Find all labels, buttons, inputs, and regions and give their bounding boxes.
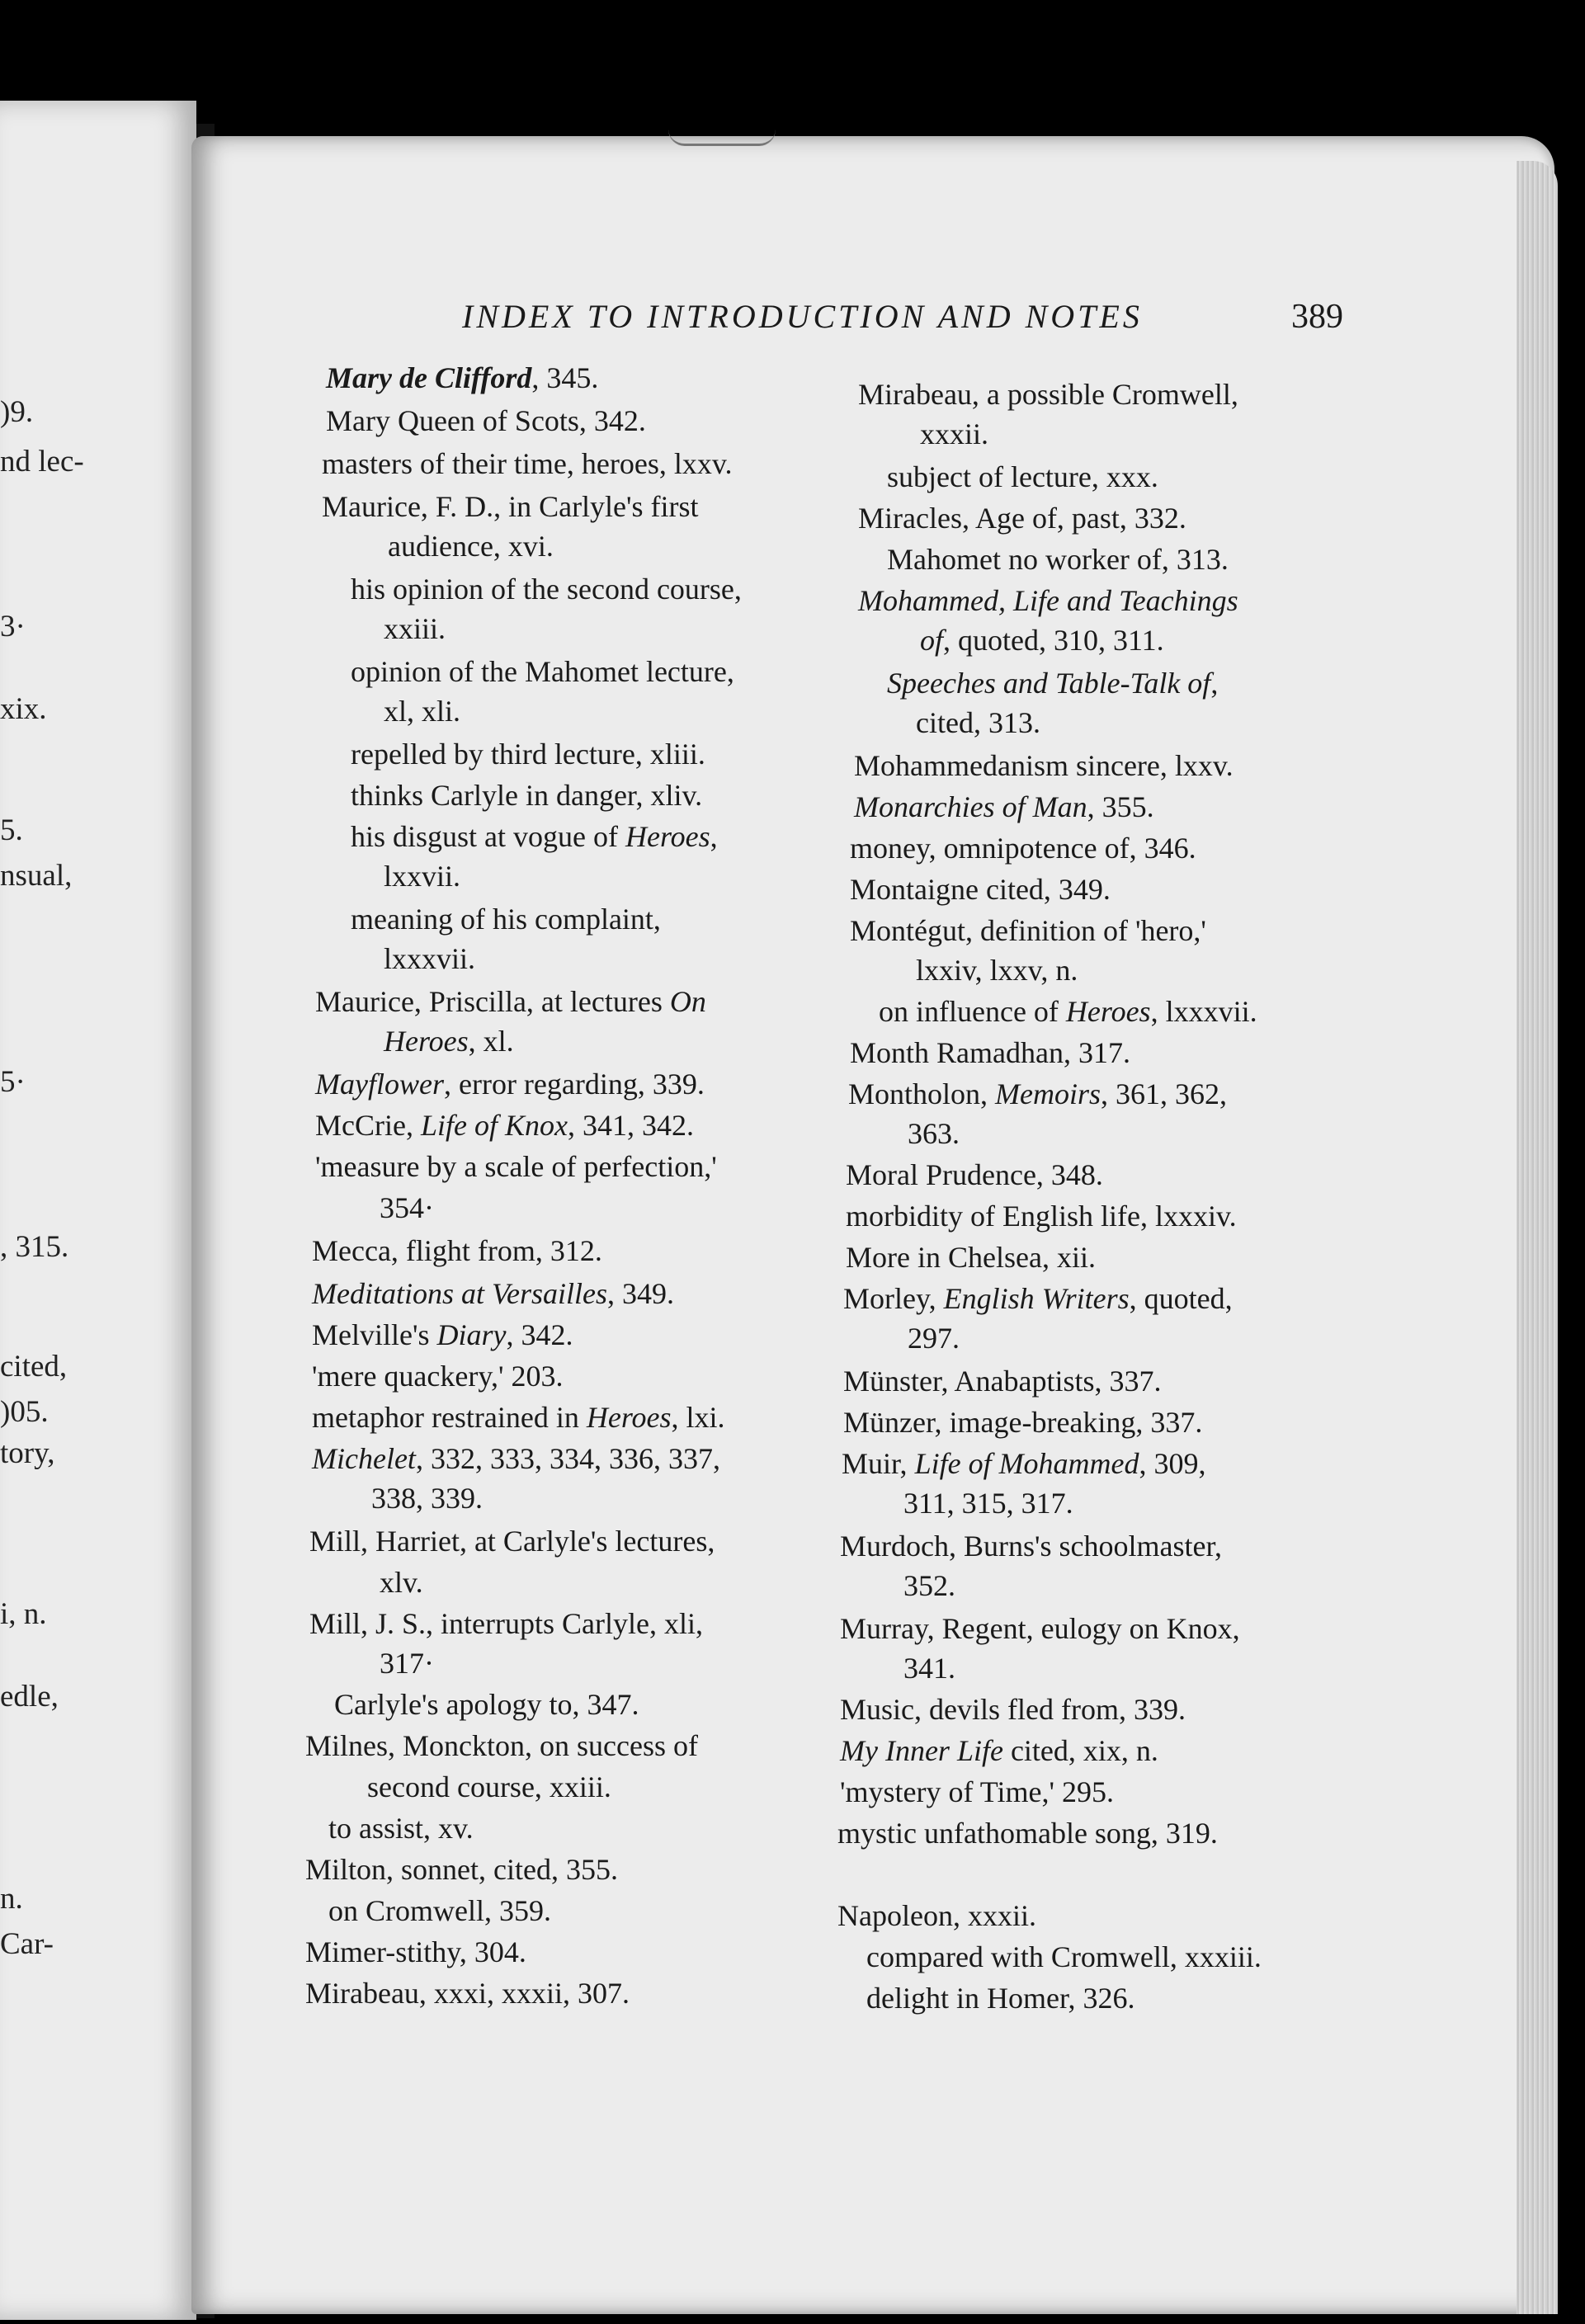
index-entry bbox=[305, 1937, 526, 1967]
index-entry bbox=[322, 492, 699, 521]
index-entry-text: 352. bbox=[903, 1569, 955, 1602]
index-entry-text: Heroes bbox=[625, 820, 710, 853]
index-entry-text: Mayflower bbox=[315, 1068, 444, 1101]
index-entry bbox=[879, 997, 1257, 1026]
index-entry-text: repelled by third lecture, xliii. bbox=[351, 738, 705, 771]
index-entry bbox=[908, 1119, 960, 1148]
previous-page-line: edle, bbox=[0, 1680, 59, 1714]
index-entry bbox=[312, 1320, 573, 1350]
index-entry-text: 338, 339. bbox=[371, 1482, 483, 1515]
index-entry-text: , 361, 362, bbox=[1101, 1077, 1228, 1110]
index-entry-text: cited, xix, n. bbox=[1002, 1734, 1158, 1767]
index-entry bbox=[371, 1483, 483, 1513]
index-entry bbox=[837, 1901, 1036, 1930]
index-entry bbox=[312, 1361, 564, 1391]
index-entry bbox=[309, 1609, 703, 1638]
index-entry bbox=[840, 1777, 1114, 1807]
index-entry bbox=[846, 1201, 1237, 1231]
index-entry bbox=[312, 1279, 674, 1308]
index-entry-text: Moral Prudence, 348. bbox=[846, 1158, 1103, 1191]
index-entry-text: Monarchies of Man bbox=[854, 790, 1087, 823]
index-entry bbox=[305, 1855, 618, 1884]
index-entry-text: Münster, Anabaptists, 337. bbox=[843, 1365, 1162, 1398]
index-entry-text: , lxi. bbox=[671, 1401, 725, 1434]
index-entry-text: Music, devils fled from, 339. bbox=[840, 1693, 1186, 1726]
index-entry-text: Murray, Regent, eulogy on Knox, bbox=[840, 1612, 1240, 1645]
index-entry bbox=[843, 1284, 1233, 1313]
index-entry-text: 317· bbox=[380, 1647, 434, 1680]
index-entry bbox=[887, 462, 1158, 492]
index-entry bbox=[840, 1736, 1158, 1765]
index-entry-text: , bbox=[1210, 667, 1219, 700]
previous-page-line: tory, bbox=[0, 1436, 55, 1470]
index-entry bbox=[305, 1731, 698, 1761]
index-entry-text: Mill, Harriet, at Carlyle's lectures, bbox=[309, 1525, 715, 1558]
index-entry bbox=[903, 1571, 955, 1600]
index-entry bbox=[312, 1402, 725, 1432]
index-entry bbox=[388, 531, 554, 561]
index-entry-text: Life of Mohammed bbox=[914, 1447, 1139, 1480]
index-entry bbox=[315, 1069, 705, 1099]
index-entry bbox=[351, 739, 705, 769]
index-entry bbox=[326, 363, 598, 393]
index-entry-text: compared with Cromwell, xxxiii. bbox=[866, 1940, 1262, 1973]
index-entry bbox=[858, 586, 1238, 615]
index-entry-text: Heroes bbox=[1065, 995, 1151, 1028]
index-entry-text: 'measure by a scale of perfection,' bbox=[315, 1150, 717, 1183]
index-entry-text: 297. bbox=[908, 1322, 960, 1355]
index-entry-text: second course, xxiii. bbox=[367, 1770, 611, 1803]
index-entry bbox=[351, 574, 742, 604]
index-entry-text: on Cromwell, 359. bbox=[328, 1894, 551, 1927]
index-entry bbox=[920, 419, 988, 449]
index-entry-text: Mirabeau, a possible Cromwell, bbox=[858, 378, 1238, 411]
index-entry-text: Montégut, definition of 'hero,' bbox=[850, 914, 1206, 947]
index-entry bbox=[334, 1690, 639, 1719]
index-entry-text: , error regarding, 339. bbox=[443, 1068, 705, 1101]
index-entry-text: Mary Queen of Scots, 342. bbox=[326, 404, 646, 437]
index-entry-text: , 341, 342. bbox=[567, 1109, 694, 1142]
index-entry-text: morbidity of English life, lxxxiv. bbox=[846, 1200, 1237, 1233]
index-entry-text: Meditations at Versailles bbox=[312, 1277, 607, 1310]
index-entry bbox=[384, 614, 446, 643]
index-entry bbox=[850, 833, 1196, 863]
previous-page-line: 3· bbox=[0, 610, 26, 643]
index-entry-text: Carlyle's apology to, 347. bbox=[334, 1688, 639, 1721]
index-entry bbox=[328, 1896, 551, 1926]
index-entry-text: Montholon, bbox=[848, 1077, 996, 1110]
index-entry-text: lxxiv, lxxv, n. bbox=[916, 954, 1078, 987]
index-entry-text: lxxvii. bbox=[384, 860, 461, 893]
index-entry-text: his opinion of the second course, bbox=[351, 573, 742, 606]
index-entry-text: opinion of the Mahomet lecture, bbox=[351, 655, 734, 688]
index-entry-text: Mahomet no worker of, 313. bbox=[887, 543, 1229, 576]
previous-page-line: )9. bbox=[0, 395, 34, 429]
index-entry-text: , bbox=[710, 820, 718, 853]
index-entry bbox=[380, 1567, 423, 1597]
index-entry bbox=[858, 503, 1186, 533]
index-entry-text: , 355. bbox=[1087, 790, 1154, 823]
index-entry bbox=[854, 792, 1154, 822]
index-entry bbox=[380, 1193, 434, 1223]
index-entry-text: Memoirs bbox=[995, 1077, 1101, 1110]
index-entry bbox=[312, 1444, 720, 1473]
index-entry-text: , 349. bbox=[606, 1277, 674, 1310]
previous-page-line: cited, bbox=[0, 1350, 68, 1384]
index-entry-text: , quoted, 310, 311. bbox=[943, 624, 1164, 657]
index-entry bbox=[903, 1488, 1073, 1518]
index-entry bbox=[305, 1978, 630, 2008]
index-entry-text: thinks Carlyle in danger, xliv. bbox=[351, 779, 703, 812]
index-entry-text: Mohammed, Life and Teachings bbox=[858, 584, 1238, 617]
index-entry-text: xxxii. bbox=[920, 417, 989, 450]
index-entry-text: , 332, 333, 334, 336, 337, bbox=[415, 1442, 720, 1475]
index-entry-text: , 345. bbox=[531, 361, 599, 394]
index-entry bbox=[903, 1653, 955, 1683]
previous-page-line: Car- bbox=[0, 1927, 54, 1961]
index-entry-text: subject of lecture, xxx. bbox=[887, 460, 1158, 493]
index-entry bbox=[843, 1407, 1202, 1437]
previous-page-line: 5· bbox=[0, 1065, 26, 1099]
index-entry bbox=[380, 1648, 434, 1678]
index-entry-text: Melville's bbox=[312, 1318, 437, 1351]
index-entry-text: Milton, sonnet, cited, 355. bbox=[305, 1853, 618, 1886]
index-entry-text: Miracles, Age of, past, 332. bbox=[858, 502, 1186, 535]
index-entry-text: English Writers bbox=[943, 1282, 1130, 1315]
previous-page-line: 5. bbox=[0, 813, 23, 847]
index-entry-text: Münzer, image-breaking, 337. bbox=[843, 1406, 1203, 1439]
index-entry-text: , xl. bbox=[468, 1025, 514, 1058]
index-entry-text: masters of their time, heroes, lxxv. bbox=[322, 447, 733, 480]
index-entry-text: Heroes bbox=[586, 1401, 672, 1434]
previous-page-fragment bbox=[0, 101, 196, 2320]
index-entry-text: Muir, bbox=[842, 1447, 915, 1480]
index-entry bbox=[367, 1772, 611, 1802]
index-entry-text: Mohammedanism sincere, lxxv. bbox=[854, 749, 1234, 782]
index-entry-text: McCrie, bbox=[315, 1109, 421, 1142]
index-entry-text: Mimer-stithy, 304. bbox=[305, 1935, 526, 1968]
index-entry-text: Mill, J. S., interrupts Carlyle, xli, bbox=[309, 1607, 703, 1640]
previous-page-line: nd lec- bbox=[0, 445, 84, 478]
index-entry-text: , quoted, bbox=[1129, 1282, 1233, 1315]
index-entry bbox=[866, 1942, 1262, 1972]
index-entry bbox=[908, 1323, 960, 1353]
index-entry bbox=[351, 657, 734, 686]
index-entry-text: Heroes bbox=[384, 1025, 469, 1058]
index-entry-text: More in Chelsea, xii. bbox=[846, 1241, 1096, 1274]
index-entry bbox=[328, 1813, 474, 1843]
index-entry bbox=[850, 916, 1206, 945]
index-entry-text: his disgust at vogue of bbox=[351, 820, 625, 853]
index-entry bbox=[848, 1079, 1227, 1109]
index-entry bbox=[384, 861, 460, 891]
index-entry-text: Maurice, Priscilla, at lectures bbox=[315, 985, 670, 1018]
index-entry-text: xlv. bbox=[380, 1566, 423, 1599]
index-entry-text: Michelet bbox=[312, 1442, 416, 1475]
index-entry-text: Month Ramadhan, 317. bbox=[850, 1036, 1130, 1069]
index-entry bbox=[916, 955, 1078, 985]
index-entry bbox=[840, 1531, 1222, 1561]
index-entry-text: on influence of bbox=[879, 995, 1066, 1028]
index-entry-text: Speeches and Table-Talk of bbox=[887, 667, 1211, 700]
page-edges bbox=[1517, 161, 1558, 2314]
index-entry-text: Maurice, F. D., in Carlyle's first bbox=[322, 490, 699, 523]
index-entry bbox=[843, 1366, 1162, 1396]
index-entry bbox=[850, 874, 1111, 904]
index-entry bbox=[322, 449, 733, 478]
index-entry-text: 363. bbox=[908, 1117, 960, 1150]
index-entry bbox=[854, 751, 1234, 780]
index-entry-text: My Inner Life bbox=[840, 1734, 1003, 1767]
index-entry-text: , 342. bbox=[506, 1318, 573, 1351]
index-entry bbox=[309, 1526, 715, 1556]
index-entry-text: 'mystery of Time,' 295. bbox=[840, 1775, 1114, 1808]
index-entry-text: Montaigne cited, 349. bbox=[850, 873, 1111, 906]
index-entry bbox=[858, 379, 1238, 409]
index-entry-text: 341. bbox=[903, 1652, 955, 1685]
index-entry bbox=[315, 987, 706, 1016]
index-entry-text: delight in Homer, 326. bbox=[866, 1982, 1135, 2015]
index-entry-text: Mecca, flight from, 312. bbox=[312, 1234, 602, 1267]
index-entry-text: meaning of his complaint, bbox=[351, 903, 661, 936]
index-entry-text: money, omnipotence of, 346. bbox=[850, 832, 1196, 865]
index-entry-text: Diary bbox=[436, 1318, 507, 1351]
index-entry bbox=[312, 1236, 602, 1266]
index-entry bbox=[887, 544, 1229, 574]
index-entry bbox=[384, 944, 475, 973]
index-entry-text: lxxxvii. bbox=[384, 942, 476, 975]
index-entry-text: Mirabeau, xxxi, xxxii, 307. bbox=[305, 1977, 630, 2010]
index-entry-text: 354· bbox=[380, 1191, 434, 1224]
index-entry bbox=[837, 1818, 1218, 1848]
index-entry bbox=[846, 1242, 1096, 1272]
previous-page-line: i, n. bbox=[0, 1597, 47, 1631]
index-entry-text: xxiii. bbox=[384, 612, 446, 645]
index-entry-text: , lxxxvii. bbox=[1150, 995, 1257, 1028]
index-entry bbox=[916, 708, 1040, 738]
previous-page-line: n. bbox=[0, 1882, 23, 1916]
index-entry-text: Murdoch, Burns's schoolmaster, bbox=[840, 1530, 1222, 1563]
index-entry bbox=[887, 668, 1218, 698]
index-entry-text: On bbox=[669, 985, 706, 1018]
index-entry-text: Life of Knox bbox=[420, 1109, 568, 1142]
index-entry-text: 'mere quackery,' 203. bbox=[312, 1360, 564, 1393]
index-entry-text: Morley, bbox=[843, 1282, 944, 1315]
index-entry bbox=[846, 1160, 1103, 1190]
index-entry bbox=[384, 1026, 514, 1056]
index-entry-text: , 309, bbox=[1139, 1447, 1206, 1480]
index-entry-text: Milnes, Monckton, on success of bbox=[305, 1729, 698, 1762]
previous-page-line: , 315. bbox=[0, 1230, 69, 1264]
index-entry bbox=[840, 1695, 1186, 1724]
index-entry-text: to assist, xv. bbox=[328, 1812, 474, 1845]
previous-page-line: xix. bbox=[0, 692, 47, 726]
index-entry-text: of bbox=[920, 624, 944, 657]
index-entry bbox=[920, 625, 1164, 655]
index-entry bbox=[351, 904, 661, 934]
index-entry bbox=[351, 822, 718, 851]
index-entry bbox=[384, 696, 460, 726]
previous-page-line: )05. bbox=[0, 1395, 49, 1429]
index-entry-text: Mary de Clifford bbox=[326, 361, 532, 394]
index-entry bbox=[850, 1038, 1130, 1068]
page-number: 389 bbox=[1291, 298, 1343, 336]
page-top-mark bbox=[668, 125, 776, 146]
index-entry bbox=[315, 1110, 694, 1140]
index-entry-text: cited, 313. bbox=[916, 706, 1040, 739]
index-entry bbox=[326, 406, 646, 436]
index-entry-text: audience, xvi. bbox=[388, 530, 554, 563]
index-entry-text: metaphor restrained in bbox=[312, 1401, 587, 1434]
index-entry-text: Napoleon, xxxii. bbox=[837, 1899, 1036, 1932]
previous-page-line: nsual, bbox=[0, 859, 73, 893]
index-entry-text: 311, 315, 317. bbox=[903, 1487, 1073, 1520]
index-entry bbox=[351, 780, 702, 810]
index-entry-text: xl, xli. bbox=[384, 695, 461, 728]
index-entry bbox=[842, 1449, 1206, 1478]
index-entry bbox=[840, 1614, 1240, 1643]
index-entry bbox=[315, 1152, 717, 1181]
index-entry bbox=[866, 1983, 1135, 2013]
index-entry-text: mystic unfathomable song, 319. bbox=[837, 1817, 1218, 1850]
running-head: INDEX TO INTRODUCTION AND NOTES bbox=[462, 298, 1143, 335]
